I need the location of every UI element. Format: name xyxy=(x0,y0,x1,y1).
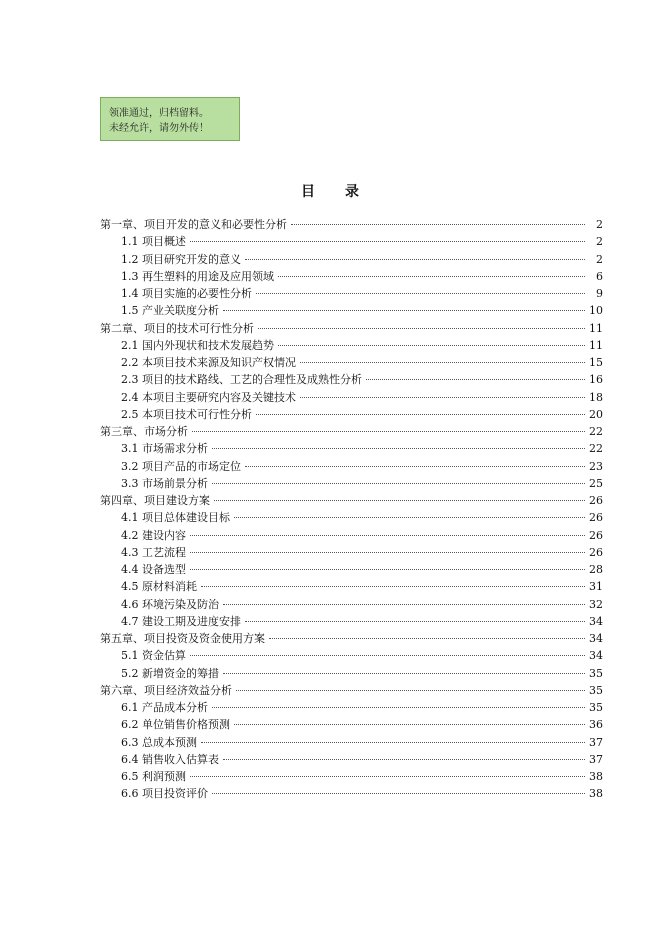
toc-entry-page-number: 26 xyxy=(589,545,603,559)
toc-entry-page-number: 28 xyxy=(589,563,603,576)
toc-entry-page-number: 26 xyxy=(589,528,603,542)
toc-entry-page-number: 34 xyxy=(589,632,603,645)
dot-leader xyxy=(223,663,585,674)
toc-entry-label: 第五章、项目投资及资金使用方案 xyxy=(100,632,265,645)
toc-entry-label: 6.2 单位销售价格预测 xyxy=(121,718,230,732)
dot-leader xyxy=(190,542,585,553)
toc-entry-label: 1.1 项目概述 xyxy=(121,235,186,249)
toc-entry-page-number: 10 xyxy=(589,304,603,318)
toc-entry-page-number: 34 xyxy=(589,614,603,628)
dot-leader xyxy=(300,352,585,363)
dot-leader xyxy=(258,318,585,329)
toc-entry-page-number: 26 xyxy=(589,511,603,525)
toc-entry-label: 第三章、市场分析 xyxy=(100,425,188,438)
toc-entry-label: 2.5 本项目技术可行性分析 xyxy=(121,407,252,421)
toc-entry-page-number: 22 xyxy=(589,442,603,456)
toc-entry-page-number: 2 xyxy=(596,252,603,266)
toc-entry-page-number: 36 xyxy=(589,718,603,732)
toc-entry-page-number: 6 xyxy=(596,269,603,283)
toc-entry-label: 4.2 建设内容 xyxy=(121,528,186,542)
toc-entry-page-number: 37 xyxy=(589,735,603,749)
dot-leader xyxy=(223,594,585,605)
toc-entry-page-number: 2 xyxy=(596,218,603,231)
toc-entry-label: 6.3 总成本预测 xyxy=(121,735,197,749)
dot-leader xyxy=(201,576,585,587)
dot-leader xyxy=(366,369,585,380)
dot-leader xyxy=(269,628,585,639)
toc-entry-page-number: 18 xyxy=(589,390,603,404)
toc-entry-page-number: 22 xyxy=(589,425,603,438)
toc-entry-label: 第六章、项目经济效益分析 xyxy=(100,683,232,697)
toc-entry-page-number: 34 xyxy=(589,649,603,663)
toc-entry-label: 第一章、项目开发的意义和必要性分析 xyxy=(100,218,287,231)
dot-leader xyxy=(201,732,585,743)
toc-entry-label: 6.4 销售收入估算表 xyxy=(121,752,219,766)
toc-entry-page-number: 16 xyxy=(589,373,603,387)
dot-leader xyxy=(190,525,585,536)
toc-title-char-2: 录 xyxy=(345,184,361,200)
dot-leader xyxy=(236,680,585,691)
toc-entry-label: 3.3 市场前景分析 xyxy=(121,476,208,490)
toc-entry-page-number: 25 xyxy=(589,476,603,490)
toc-entry-label: 6.5 利润预测 xyxy=(121,770,186,783)
toc-title-char-1: 目 xyxy=(301,184,317,200)
toc-entry-label: 5.1 资金估算 xyxy=(121,649,186,663)
toc-entry-label: 6.6 项目投资评价 xyxy=(121,787,208,801)
dot-leader xyxy=(214,490,585,501)
dot-leader xyxy=(212,438,585,449)
toc-entry-label: 4.4 设备选型 xyxy=(121,563,186,576)
toc-entry-label: 4.7 建设工期及进度安排 xyxy=(121,614,241,628)
toc-entry-page-number: 26 xyxy=(589,494,603,507)
toc-entry-page-number: 11 xyxy=(589,321,603,335)
toc-entry-label: 2.1 国内外现状和技术发展趋势 xyxy=(121,338,274,352)
dot-leader xyxy=(245,611,585,622)
toc-entry-label: 1.4 项目实施的必要性分析 xyxy=(121,287,252,300)
toc-entry-label: 2.3 项目的技术路线、工艺的合理性及成熟性分析 xyxy=(121,373,362,387)
toc-title xyxy=(0,181,662,201)
toc-entry-page-number: 20 xyxy=(589,407,603,421)
toc-entry-page-number: 11 xyxy=(589,338,603,352)
toc-entry-label: 3.2 项目产品的市场定位 xyxy=(121,459,241,473)
toc-entry-label: 4.1 项目总体建设目标 xyxy=(121,511,230,525)
toc-entry-label: 5.2 新增资金的筹措 xyxy=(121,666,219,680)
dot-leader xyxy=(245,456,585,467)
toc-entry-label: 4.6 环境污染及防治 xyxy=(121,597,219,611)
dot-leader xyxy=(223,300,585,311)
toc-entry-page-number: 9 xyxy=(596,287,603,300)
notice-line-2: 未经允许，请勿外传！ xyxy=(109,123,209,134)
toc-section-entry[interactable] xyxy=(100,785,603,802)
toc-entry-page-number: 35 xyxy=(589,701,603,714)
dot-leader xyxy=(212,473,585,484)
table-of-contents xyxy=(100,216,603,803)
toc-entry-label: 第四章、项目建设方案 xyxy=(100,494,210,507)
toc-entry-page-number: 23 xyxy=(589,459,603,473)
dot-leader xyxy=(212,783,585,794)
dot-leader xyxy=(212,697,585,708)
notice-line-1: 领准通过，归档留料。 xyxy=(109,108,209,119)
toc-entry-label: 4.3 工艺流程 xyxy=(121,545,186,559)
toc-entry-page-number: 31 xyxy=(589,580,603,594)
toc-entry-page-number: 35 xyxy=(589,666,603,680)
toc-entry-page-number: 2 xyxy=(596,235,603,249)
dot-leader xyxy=(192,421,585,432)
toc-entry-label: 6.1 产品成本分析 xyxy=(121,701,208,714)
dot-leader xyxy=(190,231,585,242)
toc-entry-page-number: 35 xyxy=(589,683,603,697)
toc-entry-page-number: 38 xyxy=(589,770,603,783)
toc-entry-label: 3.1 市场需求分析 xyxy=(121,442,208,456)
toc-entry-label: 第二章、项目的技术可行性分析 xyxy=(100,321,254,335)
dot-leader xyxy=(256,404,585,415)
toc-entry-page-number: 38 xyxy=(589,787,603,801)
confidential-notice-box xyxy=(100,97,240,141)
dot-leader xyxy=(190,559,585,570)
toc-entry-label: 2.2 本项目技术来源及知识产权情况 xyxy=(121,356,296,369)
dot-leader xyxy=(278,266,585,277)
dot-leader xyxy=(256,283,585,294)
dot-leader xyxy=(234,714,585,725)
toc-entry-label: 4.5 原材料消耗 xyxy=(121,580,197,594)
dot-leader xyxy=(190,645,585,656)
dot-leader xyxy=(278,335,585,346)
toc-entry-page-number: 32 xyxy=(589,597,603,611)
dot-leader xyxy=(223,749,585,760)
toc-entry-page-number: 37 xyxy=(589,752,603,766)
dot-leader xyxy=(190,766,585,777)
toc-entry-page-number: 15 xyxy=(589,356,603,369)
dot-leader xyxy=(234,507,585,518)
toc-entry-label: 1.3 再生塑料的用途及应用领域 xyxy=(121,269,274,283)
dot-leader xyxy=(300,387,585,398)
dot-leader xyxy=(245,249,585,260)
toc-entry-label: 1.2 项目研究开发的意义 xyxy=(121,252,241,266)
toc-entry-label: 1.5 产业关联度分析 xyxy=(121,304,219,318)
toc-entry-label: 2.4 本项目主要研究内容及关键技术 xyxy=(121,390,296,404)
dot-leader xyxy=(291,214,585,225)
